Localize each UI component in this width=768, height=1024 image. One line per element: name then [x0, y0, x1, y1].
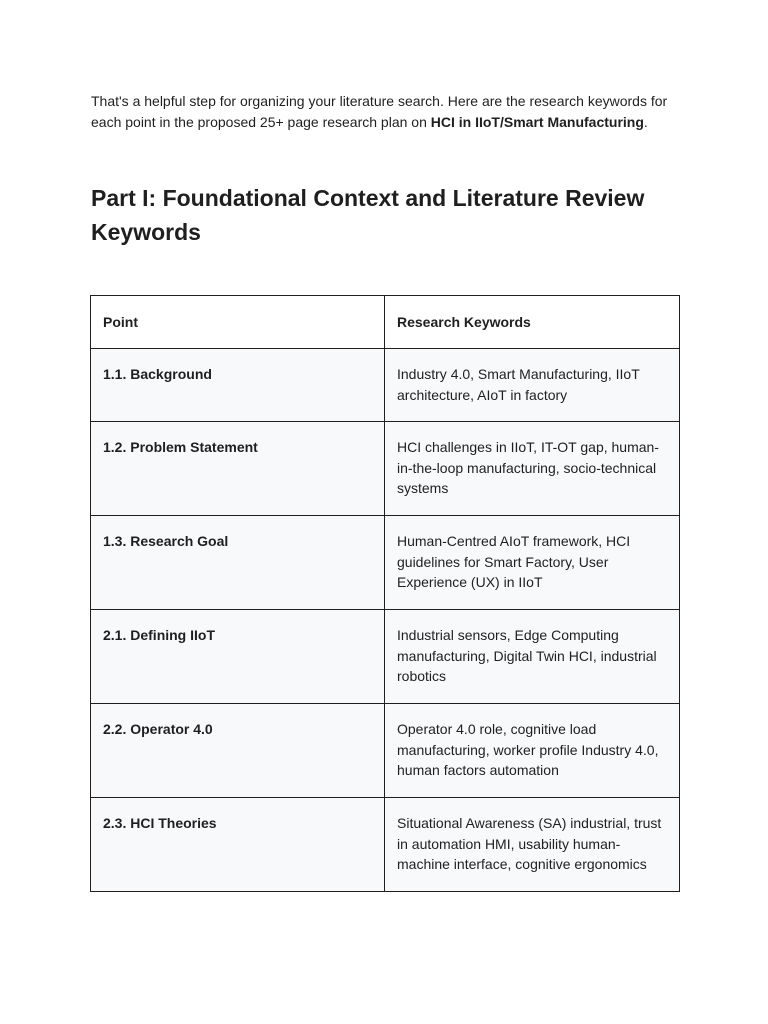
- keywords-text: Human-Centred AIoT framework, HCI guidelines for Smart Factory, User Experience (UX) in IIoT: [397, 533, 631, 590]
- keywords-text: Industry 4.0, Smart Manufacturing, IIoT architecture, AIoT in factory: [397, 366, 640, 403]
- point-label: 1.2. Problem Statement: [103, 439, 258, 455]
- keywords-cell: [385, 798, 680, 892]
- header-keywords: Research Keywords: [385, 296, 680, 349]
- table-row: [91, 349, 680, 422]
- point-label: 1.1. Background: [103, 366, 212, 382]
- point-cell: [91, 704, 385, 798]
- point-label: 2.3. HCI Theories: [103, 815, 217, 831]
- table-row: [91, 798, 680, 892]
- keywords-text: HCI challenges in IIoT, IT-OT gap, human-in-the-loop manufacturing, socio-technical systems: [397, 439, 659, 496]
- intro-paragraph: [91, 91, 691, 133]
- table-row: [91, 610, 680, 704]
- section-heading: Part I: Foundational Context and Literature Review Keywords: [91, 185, 645, 245]
- point-cell: [91, 422, 385, 516]
- header-point: Point: [91, 296, 385, 349]
- table-row: [91, 422, 680, 516]
- point-cell: [91, 610, 385, 704]
- table-row: [91, 704, 680, 798]
- keywords-text: Situational Awareness (SA) industrial, trust in automation HMI, usability human-machine interface, cognitive ergonomics: [397, 815, 662, 872]
- point-label: 2.2. Operator 4.0: [103, 721, 213, 737]
- intro-topic-bold: HCI in IIoT/Smart Manufacturing: [430, 114, 644, 130]
- keywords-cell: [385, 422, 680, 516]
- keywords-cell: [385, 704, 680, 798]
- point-cell: [91, 798, 385, 892]
- table-header-row: [91, 296, 680, 349]
- keywords-table: [90, 295, 680, 892]
- keywords-cell: [385, 610, 680, 704]
- point-label: 1.3. Research Goal: [103, 533, 229, 549]
- keywords-cell: [385, 349, 680, 422]
- keywords-text: Industrial sensors, Edge Computing manufacturing, Digital Twin HCI, industrial robotics: [397, 627, 657, 684]
- keywords-cell: [385, 516, 680, 610]
- table-row: [91, 516, 680, 610]
- point-cell: [91, 516, 385, 610]
- intro-text: That's a helpful step for organizing your literature search. Here are the research keywords for each point in the proposed 25+ page research plan on: [91, 93, 668, 130]
- point-cell: [91, 349, 385, 422]
- point-label: 2.1. Defining IIoT: [103, 627, 216, 643]
- intro-text-end: .: [643, 114, 648, 130]
- keywords-text: Operator 4.0 role, cognitive load manufacturing, worker profile Industry 4.0, human factors automation: [397, 721, 659, 778]
